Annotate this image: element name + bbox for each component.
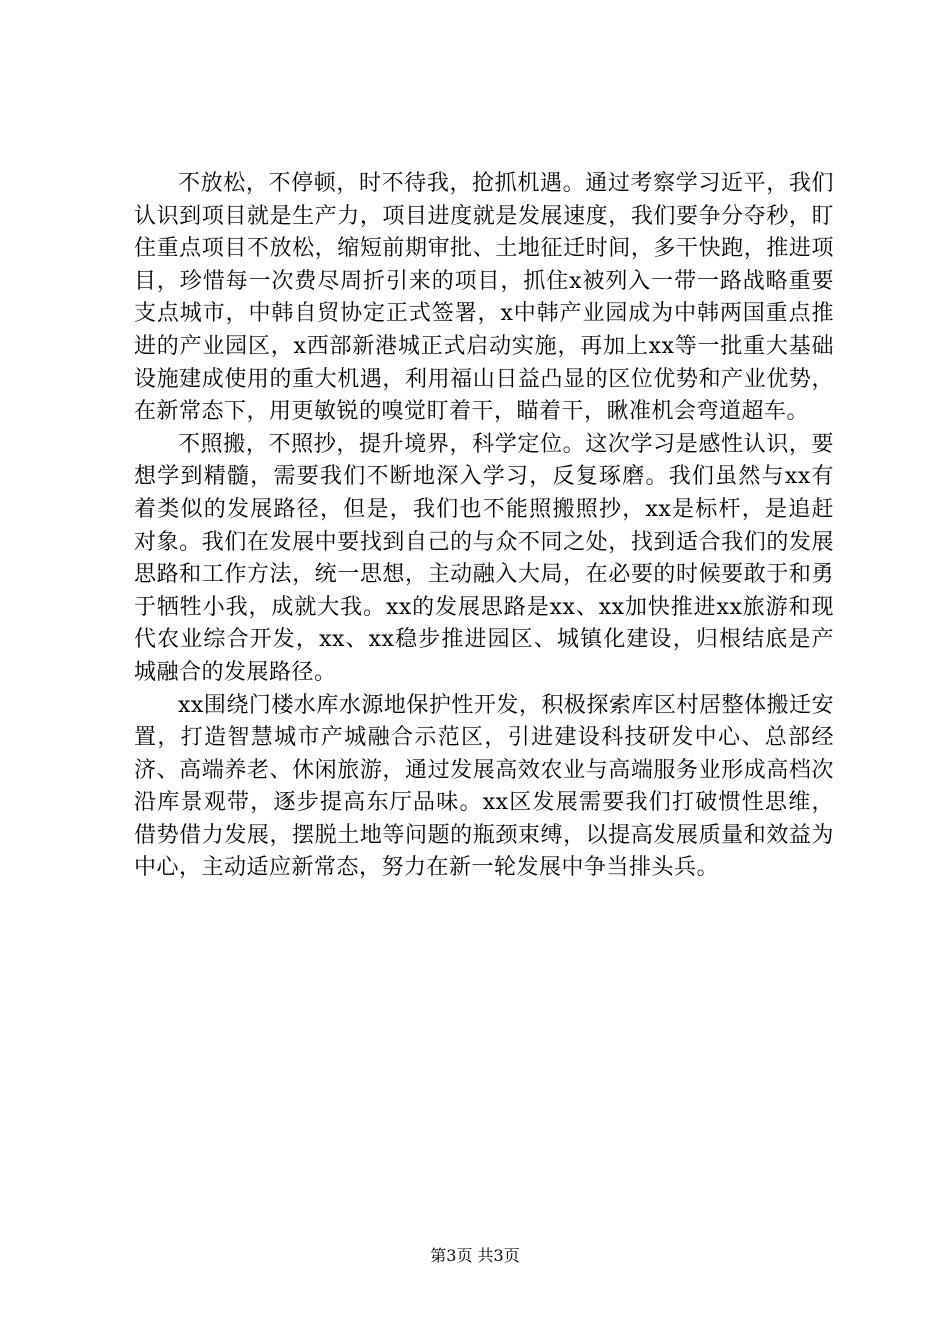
document-body — [134, 168, 834, 885]
paragraph-2: 不照搬，不照抄，提升境界，科学定位。这次学习是感性认识，要想学到精髓，需要我们不断地深入学习，反复琢磨。我们虽然与xx有着类似的发展路径，但是，我们也不能照搬照抄，xx是标杆，是追赶对象。我们在发展中要找到自己的与众不同之处，找到适合我们的发展思路和工作方法，统一思想，主动融入大局，在必要的时候要敢于和勇于牺牲小我，成就大我。xx的发展思路是xx、xx加快推进xx旅游和现代农业综合开发，xx、xx稳步推进园区、城镇化建设，归根结底是产城融合的发展路径。 — [134, 431, 834, 685]
paragraph-1: 不放松，不停顿，时不待我，抢抓机遇。通过考察学习近平，我们认识到项目就是生产力，项目进度就是发展速度，我们要争分夺秒，盯住重点项目不放松，缩短前期审批、土地征迁时间，多干快跑，推进项目，珍惜每一次费尽周折引来的项目，抓住x被列入一带一路战略重要支点城市，中韩自贸协定正式签署，x中韩产业园成为中韩两国重点推进的产业园区，x西部新港城正式启动实施，再加上xx等一批重大基础设施建成使用的重大机遇，利用福山日益凸显的区位优势和产业优势，在新常态下，用更敏锐的嗅觉盯着干，瞄着干，瞅准机会弯道超车。 — [134, 171, 834, 425]
page-number-label: 第3页 共3页 — [430, 1246, 520, 1265]
paragraph-3: xx围绕门楼水库水源地保护性开发，积极探索库区村居整体搬迁安置，打造智慧城市产城融合示范区，引进建设科技研发中心、总部经济、高端养老、休闲旅游，通过发展高效农业与高端服务业形成高档次沿库景观带，逐步提高东厅品味。xx区发展需要我们打破惯性思维，借势借力发展，摆脱土地等问题的瓶颈束缚，以提高发展质量和效益为中心，主动适应新常态，努力在新一轮发展中争当排头兵。 — [134, 692, 834, 881]
page-footer — [0, 1243, 950, 1266]
